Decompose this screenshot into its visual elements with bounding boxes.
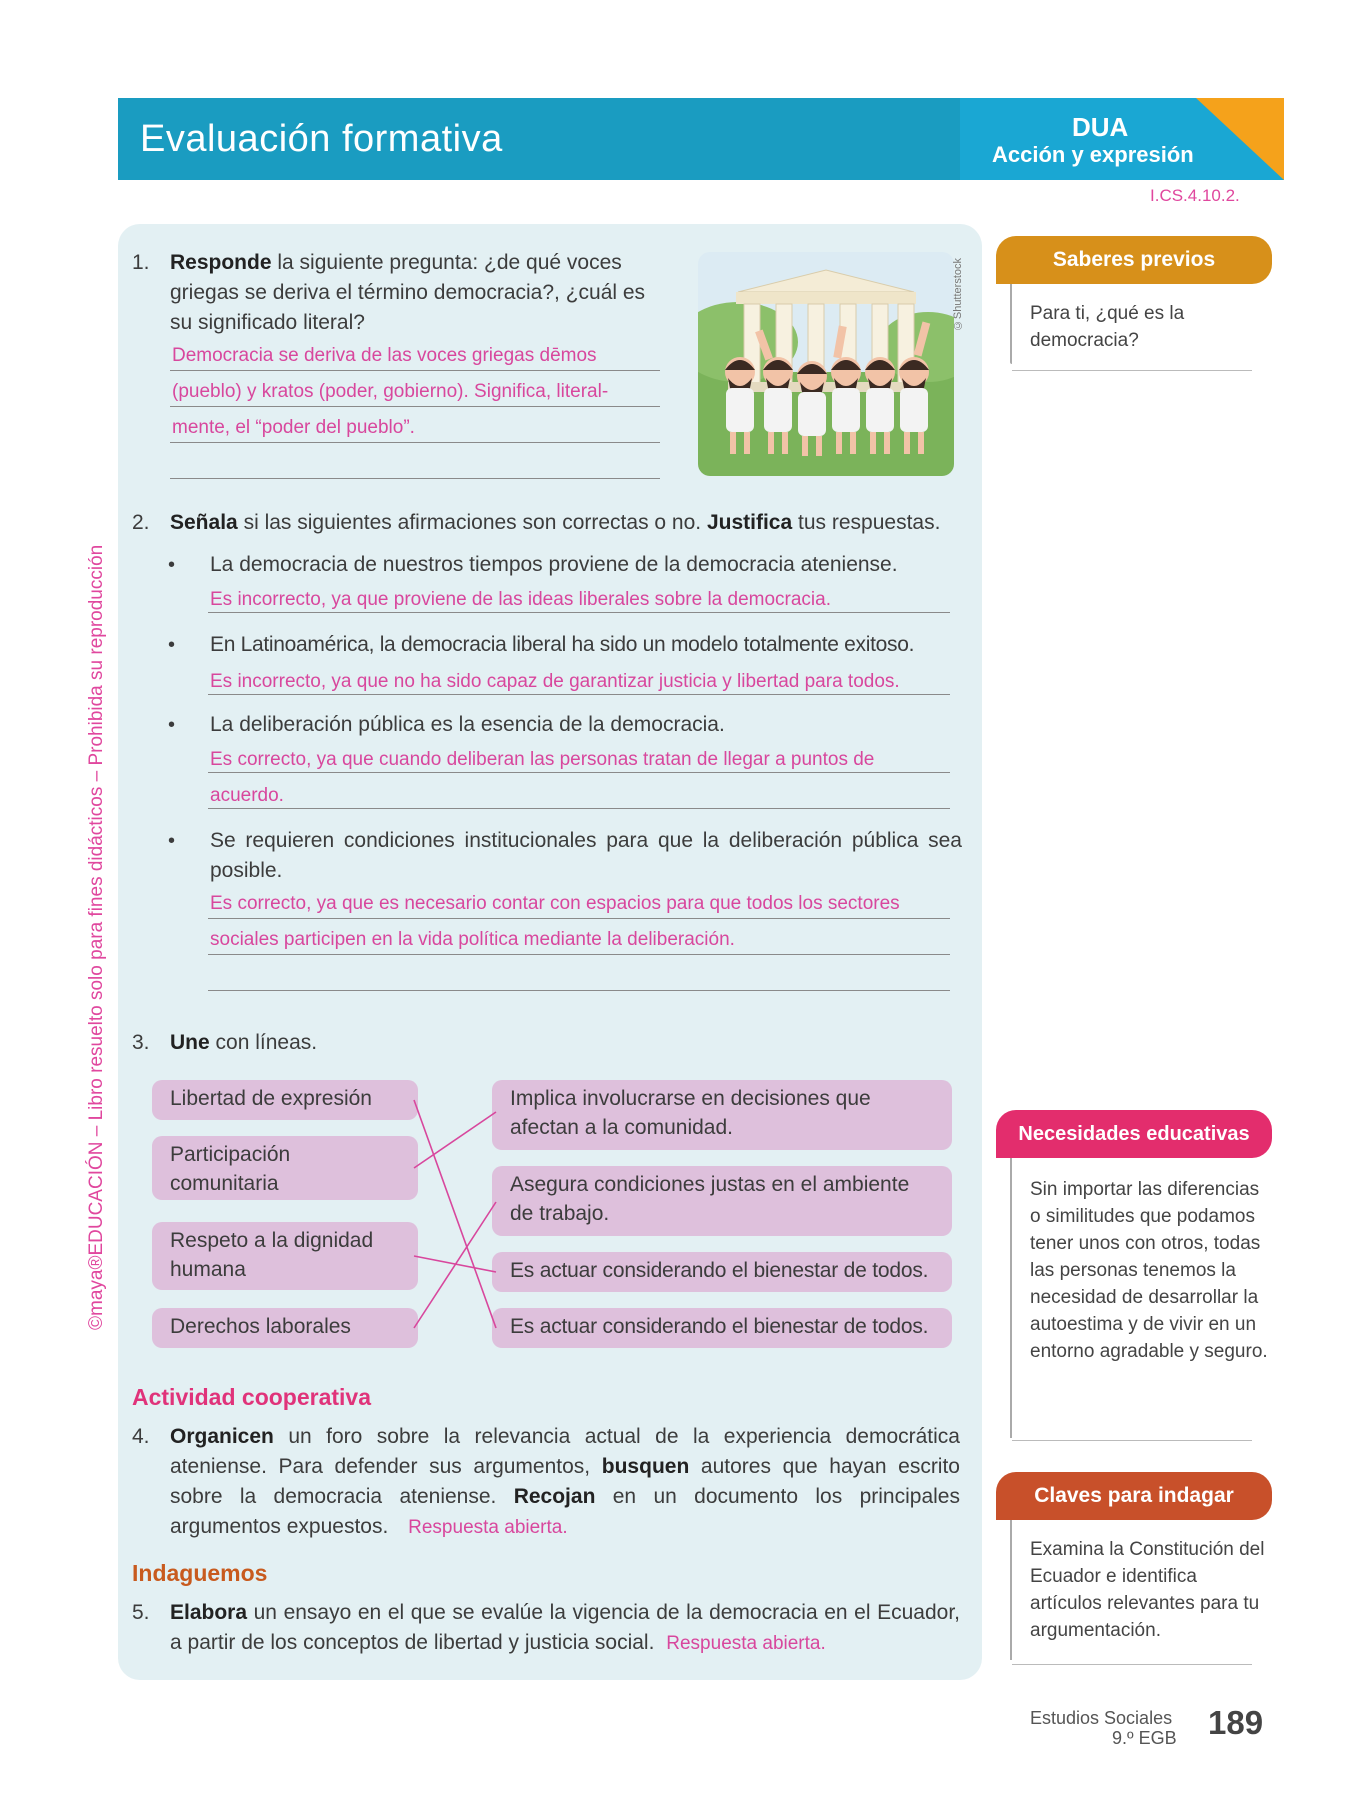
q5-text bbox=[170, 1598, 960, 1659]
image-credit: ©Shutterstock bbox=[952, 258, 964, 332]
q1-answer-line-3: mente, el “poder del pueblo”. bbox=[172, 417, 415, 438]
match-left-2[interactable]: Participación comunitaria bbox=[152, 1136, 418, 1200]
match-left-3[interactable]: Respeto a la dignidad humana bbox=[152, 1222, 418, 1290]
bullet-icon: • bbox=[168, 634, 176, 656]
q5-instruction: un ensayo en el que se evalúe la vigencia de la democracia en el Ecuador, a partir de los conceptos de libertad y justicia social. bbox=[170, 1601, 960, 1654]
match-right-4[interactable]: Es actuar considerando el bienestar de todos. bbox=[492, 1308, 952, 1348]
athenian-citizens-illustration bbox=[698, 252, 954, 476]
saberes-previos-body: Para ti, ¿qué es la democracia? bbox=[1030, 303, 1185, 351]
q2-answer-2: Es incorrecto, ya que no ha sido capaz de garantizar justicia y libertad para todos. bbox=[210, 671, 900, 692]
copyright-side-note: ©maya®EDUCACIÓN – Libro resuelto solo para fines didácticos – Prohibida su reproducción bbox=[86, 544, 107, 1330]
card-divider bbox=[1012, 370, 1252, 371]
q5-verb: Elabora bbox=[170, 1601, 248, 1624]
answer-line bbox=[170, 478, 660, 479]
q3-text bbox=[170, 1028, 317, 1058]
q4-verb-1: Organicen bbox=[170, 1425, 274, 1448]
q2-verb2: Justifica bbox=[706, 511, 793, 534]
q2-statement-2: En Latinoamérica, la democracia liberal ha sido un modelo totalmente exitoso. bbox=[210, 633, 915, 656]
match-right-1[interactable]: Implica involucrarse en decisiones que afectan a la comunidad. bbox=[492, 1080, 952, 1150]
dua-subtitle: Acción y expresión bbox=[992, 142, 1194, 167]
answer-line bbox=[208, 694, 950, 695]
q2-answer-4-line-1: Es correcto, ya que es necesario contar con espacios para que todos los sectores bbox=[210, 893, 900, 914]
answer-line bbox=[208, 954, 950, 955]
q3-verb: Une bbox=[170, 1031, 210, 1054]
claves-para-indagar-body: Examina la Constitución del Ecuador e identifica artículos relevantes para tu argumentación. bbox=[1030, 1539, 1265, 1641]
q1-question: la siguiente pregunta: ¿de qué voces griegas se deriva el término democracia?, ¿cuál es su significado literal? bbox=[170, 251, 646, 334]
indicator-code: I.CS.4.10.2. bbox=[1150, 186, 1240, 205]
q4-text-2: autores que hayan escrito sobre la democracia ateniense. bbox=[170, 1455, 960, 1508]
q1-answer-line-1: Democracia se deriva de las voces griegas dēmos bbox=[172, 345, 597, 366]
q4-text bbox=[170, 1422, 960, 1543]
q2-answer-3-line-2: acuerdo. bbox=[210, 785, 284, 806]
footer-grade: 9.º EGB bbox=[1112, 1728, 1177, 1748]
bullet-icon: • bbox=[168, 830, 176, 852]
match-right-3[interactable]: Es actuar considerando el bienestar de todos. bbox=[492, 1252, 952, 1292]
answer-line bbox=[208, 612, 950, 613]
q4-text-1: un foro sobre la relevancia actual de la experiencia democrática ateniense. Para defender sus argumentos, bbox=[170, 1425, 960, 1478]
q5-answer: Respuesta abierta. bbox=[666, 1633, 826, 1654]
q2-statement-3: La deliberación pública es la esencia de la democracia. bbox=[210, 713, 725, 736]
footer-subject: Estudios Sociales bbox=[1030, 1708, 1173, 1728]
dua-title: DUA bbox=[1072, 112, 1129, 142]
q4-number: 4. bbox=[132, 1425, 150, 1448]
match-left-4[interactable]: Derechos laborales bbox=[152, 1308, 418, 1348]
q4-verb-2: busquen bbox=[601, 1455, 690, 1478]
answer-line bbox=[170, 442, 660, 443]
q2-answer-1: Es incorrecto, ya que proviene de las ideas liberales sobre la democracia. bbox=[210, 589, 831, 610]
match-right-2[interactable]: Asegura condiciones justas en el ambiente de trabajo. bbox=[492, 1166, 952, 1236]
q2-number: 2. bbox=[132, 511, 150, 534]
q2-answer-4-line-2: sociales participen en la vida política mediante la deliberación. bbox=[210, 929, 735, 950]
q1-text bbox=[170, 248, 664, 338]
necesidades-educativas-body: Sin importar las diferencias o similitudes que podamos tener unos con otros, todas las personas tenemos la necesidad de desarrollar la autoestima y de vivir en un entorno agradable y seguro. bbox=[1030, 1179, 1268, 1362]
q4-answer: Respuesta abierta. bbox=[408, 1517, 568, 1538]
q1-verb: Responde bbox=[170, 251, 272, 274]
q3-instruction: con líneas. bbox=[215, 1031, 318, 1054]
answer-line bbox=[208, 772, 950, 773]
q2-text bbox=[170, 508, 970, 538]
q2-instruction-end: tus respuestas. bbox=[798, 511, 941, 534]
card-divider bbox=[1012, 1664, 1252, 1665]
necesidades-educativas-header: Necesidades educativas bbox=[996, 1110, 1272, 1158]
q2-statement-1: La democracia de nuestros tiempos proviene de la democracia ateniense. bbox=[210, 553, 898, 576]
answer-line bbox=[170, 370, 660, 371]
answer-line bbox=[170, 406, 660, 407]
q2-verb: Señala bbox=[170, 511, 238, 534]
answer-line bbox=[208, 808, 950, 809]
card-border bbox=[1010, 1158, 1012, 1438]
q5-number: 5. bbox=[132, 1601, 150, 1624]
q2-answer-3-line-1: Es correcto, ya que cuando deliberan las personas tratan de llegar a puntos de bbox=[210, 749, 875, 770]
card-divider bbox=[1012, 1440, 1252, 1441]
indag-title: Indaguemos bbox=[132, 1560, 268, 1586]
card-border bbox=[1010, 1520, 1012, 1660]
page-number: 189 bbox=[1208, 1704, 1264, 1741]
q2-statement-4: Se requieren condiciones institucionales para que la deliberación pública sea posible. bbox=[210, 829, 962, 882]
bullet-icon: • bbox=[168, 714, 176, 736]
coop-title: Actividad cooperativa bbox=[132, 1384, 372, 1410]
answer-line bbox=[208, 990, 950, 991]
claves-para-indagar-header: Claves para indagar bbox=[996, 1472, 1272, 1520]
page-title: Evaluación formativa bbox=[140, 118, 503, 160]
q1-number: 1. bbox=[132, 251, 150, 274]
q1-answer-line-2: (pueblo) y kratos (poder, gobierno). Significa, literal- bbox=[172, 381, 609, 402]
q4-text-3: en un documento los principales argumentos expuestos. bbox=[170, 1485, 960, 1538]
card-border bbox=[1010, 284, 1012, 364]
saberes-previos-header: Saberes previos bbox=[996, 236, 1272, 284]
q4-verb-3: Recojan bbox=[513, 1485, 596, 1508]
match-left-1[interactable]: Libertad de expresión bbox=[152, 1080, 418, 1120]
answer-line bbox=[208, 918, 950, 919]
q3-number: 3. bbox=[132, 1031, 150, 1054]
bullet-icon: • bbox=[168, 554, 176, 576]
q2-instruction: si las siguientes afirmaciones son correctas o no. bbox=[243, 511, 702, 534]
